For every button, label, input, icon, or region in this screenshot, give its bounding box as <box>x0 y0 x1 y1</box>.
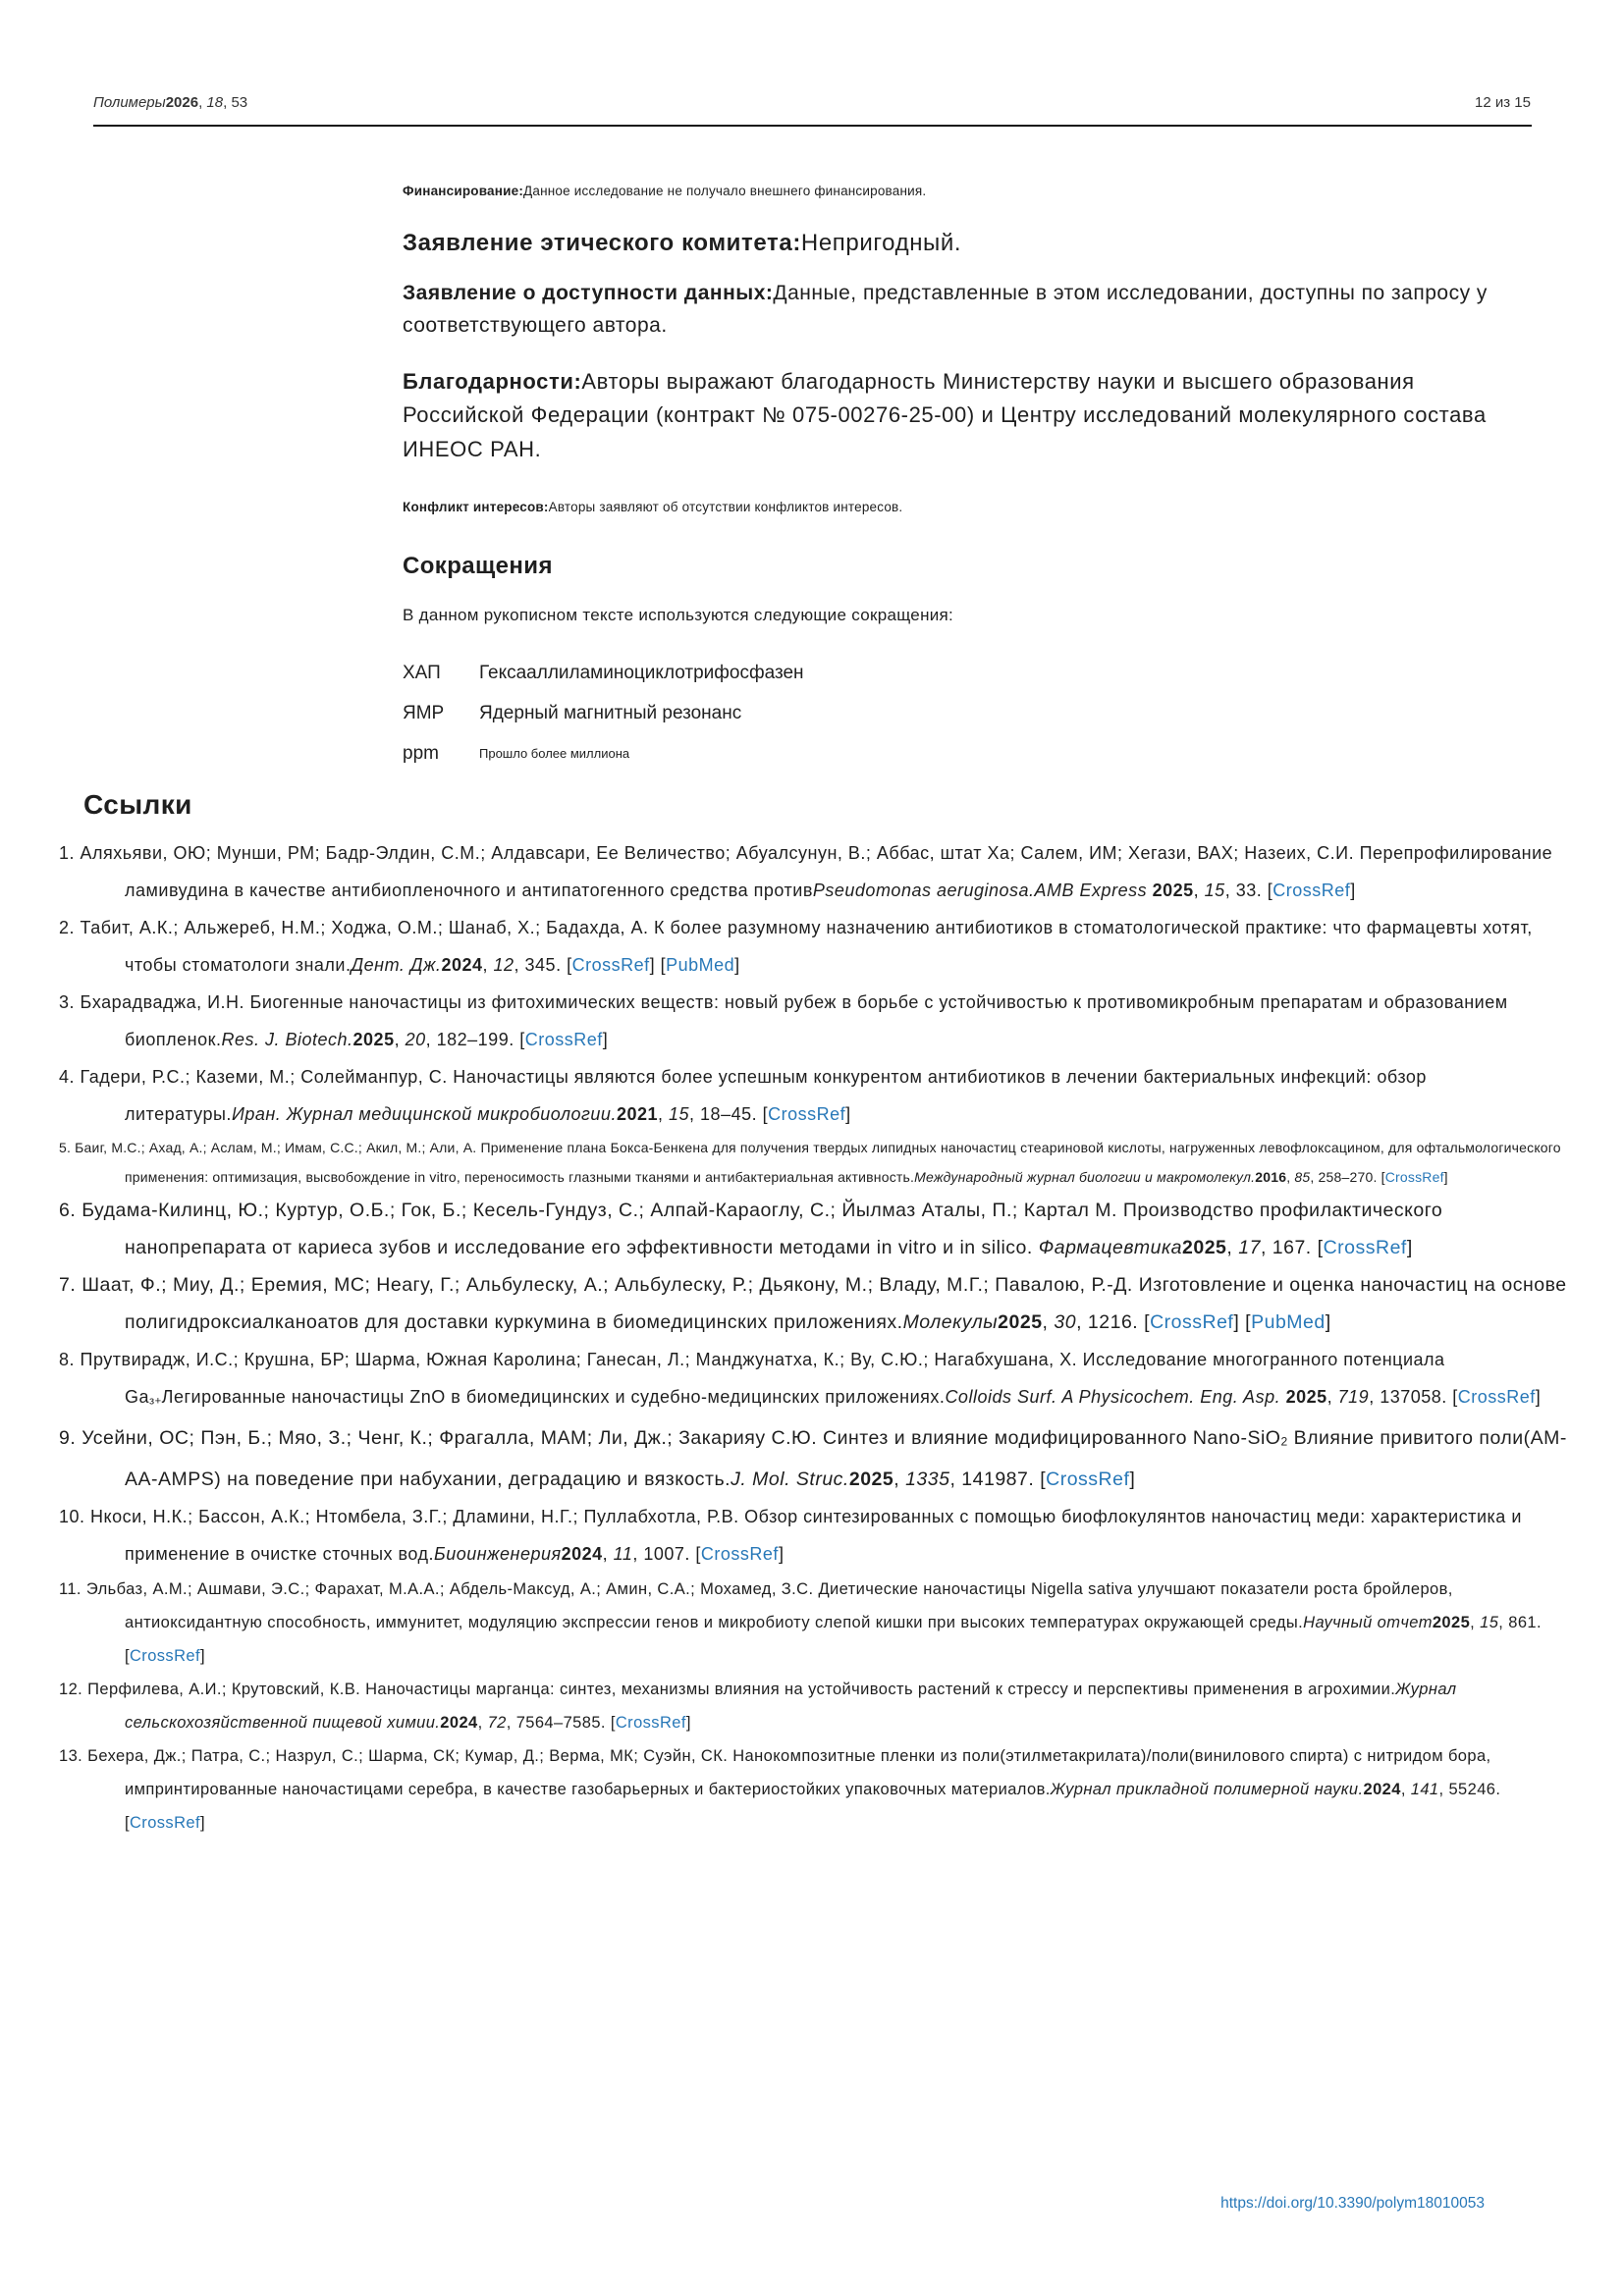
doi-link[interactable]: https://doi.org/10.3390/polym18010053 <box>1220 2195 1485 2212</box>
ethics-statement <box>403 227 1542 261</box>
crossref-link[interactable]: CrossRef <box>1272 880 1351 900</box>
text-segment: , <box>482 954 494 975</box>
conflicts-statement <box>403 498 1542 517</box>
reference-item <box>59 1192 1571 1266</box>
text-segment: Журнал прикладной полимерной науки. <box>1050 1780 1364 1798</box>
references-section <box>59 789 1571 1840</box>
funding-statement <box>403 182 1542 201</box>
text-segment: Влияние привитого поли(АМ-АА-AMPS) на поведение при набухании, деградацию и вязкость. <box>125 1427 1567 1490</box>
reference-number: 12. <box>59 1680 88 1698</box>
text-segment: Международный журнал биологии и макромолекул. <box>914 1168 1256 1185</box>
text-segment: , 182–199. [ <box>425 1029 525 1049</box>
text-segment: , 1216. [ <box>1076 1310 1151 1333</box>
text-segment: 2025 <box>848 1468 894 1490</box>
reference-item <box>59 1058 1571 1133</box>
text-segment: 15 <box>1204 880 1225 900</box>
text-segment: 2025 <box>1152 880 1194 900</box>
ethics-label: Заявление этического комитета: <box>403 230 801 257</box>
text-segment: , <box>1042 1310 1055 1333</box>
text-segment: 20 <box>405 1029 426 1049</box>
text-segment: Бхарадваджа, И.Н. Биогенные наночастицы из фитохимических веществ: новый рубеж в борьбе с устойчивостью к противомикробным препаратам и образованием биопленок. <box>80 991 1508 1049</box>
reference-item <box>59 909 1571 984</box>
text-segment: 2025 <box>352 1029 395 1049</box>
crossref-link[interactable]: CrossRef <box>700 1543 779 1564</box>
text-segment: ] <box>1325 1310 1331 1333</box>
text-segment: 1335 <box>905 1468 950 1490</box>
text-segment: Прутвирадж, И.С.; Крушна, БР; Шарма, Южная Каролина; Ганесан, Л.; Манджунатха, К.; Ву, С.Ю.; Нагабхушана, Х. Исследование многогранного потенциала Ga <box>80 1349 1445 1407</box>
text-segment: , <box>1286 1168 1295 1185</box>
text-segment: 2021 <box>616 1103 658 1124</box>
text-segment: , 7564–7585. [ <box>506 1713 616 1732</box>
text-segment: ] <box>199 1813 205 1832</box>
text-segment: Colloids Surf. A Physicochem. Eng. Asp. <box>945 1386 1281 1407</box>
text-segment: 2025 <box>1182 1236 1227 1258</box>
abbreviation-term: ЯМР <box>403 702 445 723</box>
text-segment: 2024 <box>561 1543 603 1564</box>
text-segment: Баиг, М.С.; Ахад, А.; Аслам, М.; Имам, С.С.; Акил, М.; Али, А. Применение плана Бокса-Бенкена для получения твердых липидных наночастиц стеариновой кислоты, нагруженных левофлоксацином, для офтальмологического применения: оптимизация, высвобождение in vitro, переносимость глазными тканями и антибактериальная активность. <box>75 1139 1561 1185</box>
crossref-link[interactable]: CrossRef <box>1046 1468 1130 1490</box>
pubmed-link[interactable]: PubMed <box>666 954 735 975</box>
journal-citation <box>93 94 247 111</box>
text-segment: , <box>602 1543 614 1564</box>
text-segment: , 345. [ <box>514 954 572 975</box>
text-segment: , 861. [ <box>125 1613 1542 1665</box>
text-segment: Аляхьяви, ОЮ; Мунши, РМ; Бадр-Элдин, С.М.; Алдавсари, Ее Величество; Абуалсунун, В.; Аббас, штат Ха; Салем, ИМ; Хегази, ВАХ; Назеих, С.И. Перепрофилирование ламивудина в качестве антибиопленочного и антипатогенного средства против <box>80 842 1553 900</box>
text-segment: , <box>1226 1236 1239 1258</box>
text-segment: ] [ <box>1233 1310 1252 1333</box>
abbreviations-heading: Сокращения <box>403 552 553 579</box>
text-segment: , 141987. [ <box>949 1468 1047 1490</box>
text-segment: , <box>394 1029 406 1049</box>
text-segment: Фармацевтика <box>1038 1236 1182 1258</box>
text-segment: , <box>1400 1780 1411 1798</box>
abbreviations-section <box>403 553 1542 774</box>
text-segment: Журнал сельскохозяйственной пищевой химии. <box>125 1680 1457 1732</box>
text-segment: Молекулы <box>902 1310 999 1333</box>
text-segment: ] <box>845 1103 851 1124</box>
abbreviations-table <box>403 653 1542 774</box>
text-segment: 12 <box>493 954 514 975</box>
reference-number: 10. <box>59 1506 91 1526</box>
abbreviations-intro: В данном рукописном тексте используются следующие сокращения: <box>403 605 954 624</box>
reference-number: 8. <box>59 1349 81 1369</box>
data-availability-label: Заявление о доступности данных: <box>403 282 774 305</box>
text-segment: 2026 <box>165 94 199 111</box>
conflicts-label: Конфликт интересов: <box>403 499 549 514</box>
reference-number: 2. <box>59 917 81 937</box>
reference-item <box>59 1266 1571 1341</box>
abbreviation-term: ppm <box>403 742 439 764</box>
header-divider <box>93 125 1532 127</box>
text-segment: 30 <box>1054 1310 1077 1333</box>
acknowledgments-label: Благодарности: <box>403 369 582 395</box>
text-segment: , <box>893 1468 906 1490</box>
text-segment: 2024 <box>441 954 483 975</box>
text-segment: 2016 <box>1255 1168 1287 1185</box>
page-indicator: 12 из 15 <box>1475 94 1531 111</box>
funding-label: Финансирование: <box>403 184 524 198</box>
reference-number: 13. <box>59 1746 88 1765</box>
text-segment: ] <box>1406 1236 1413 1258</box>
text-segment: 2024 <box>440 1713 478 1732</box>
text-segment: , 33. [ <box>1224 880 1273 900</box>
text-segment: 15 <box>1480 1613 1499 1631</box>
crossref-link[interactable]: CrossRef <box>615 1713 686 1732</box>
crossref-link[interactable]: CrossRef <box>571 954 650 975</box>
text-segment: AMB Express <box>1034 880 1148 900</box>
text-segment: з+ <box>149 1395 162 1408</box>
text-segment: ] <box>199 1646 205 1665</box>
text-segment: , 55246. [ <box>125 1780 1501 1832</box>
funding-text: Данное исследование не получало внешнего финансирования. <box>523 184 927 198</box>
reference-number: 3. <box>59 991 81 1012</box>
text-segment: , 258–270. [ <box>1310 1168 1385 1185</box>
text-segment: 2025 <box>1285 1386 1327 1407</box>
reference-item <box>59 1419 1571 1497</box>
crossref-link[interactable]: CrossRef <box>129 1813 200 1832</box>
reference-number: 9. <box>59 1427 82 1450</box>
crossref-link[interactable]: CrossRef <box>129 1646 200 1665</box>
abbreviation-definition: Ядерный магнитный резонанс <box>479 702 742 723</box>
text-segment: Эльбаз, А.М.; Ашмави, Э.С.; Фарахат, М.А.А.; Абдель-Максуд, А.; Амин, С.А.; Мохамед, З.С. Диетические наночастицы Nigella sativa улучшают показатели роста бройлеров, антиоксидантную способность, иммунитет, модуляцию экспрессии генов и микробиоту слепой кишки при высоких температурах окружающей среды. <box>85 1579 1453 1631</box>
reference-number: 6. <box>59 1199 82 1221</box>
text-segment: , <box>1470 1613 1481 1631</box>
text-segment: Дент. Дж. <box>351 954 442 975</box>
text-segment: , <box>198 94 207 111</box>
text-segment: Усейни, ОС; Пэн, Б.; Мяо, З.; Ченг, К.; Фрагалла, МАМ; Ли, Дж.; Закарияу С.Ю. Синтез и влияние модифицированного Nano-SiO <box>81 1427 1281 1450</box>
crossref-link[interactable]: CrossRef <box>1150 1310 1234 1333</box>
text-segment: ] <box>734 954 740 975</box>
text-segment: Полимеры <box>93 94 166 111</box>
text-segment: , <box>658 1103 670 1124</box>
text-segment: ] <box>1535 1386 1542 1407</box>
text-segment: Нкоси, Н.К.; Бассон, А.К.; Нтомбела, З.Г.; Дламини, Н.Г.; Пуллабхотла, Р.В. Обзор синтезированных с помощью биофлокулянтов наночастиц меди: характеристика и применение в очистке сточных вод. <box>90 1506 1522 1564</box>
text-segment: , 53 <box>223 94 248 111</box>
reference-number: 1. <box>59 842 81 863</box>
reference-item <box>59 834 1571 909</box>
acknowledgments-statement <box>403 365 1542 465</box>
crossref-link[interactable]: CrossRef <box>1323 1236 1407 1258</box>
abbreviation-definition: Гексааллиламиноциклотрифосфазен <box>479 662 804 683</box>
text-segment: Табит, А.К.; Альжереб, Н.М.; Ходжа, О.М.; Шанаб, Х.; Бадахда, А. К более разумному назначению антибиотиков в стоматологической практике: что фармацевты хотят, чтобы стоматологи знали. <box>80 917 1533 975</box>
text-segment: , <box>1193 880 1205 900</box>
pubmed-link[interactable]: PubMed <box>1251 1310 1326 1333</box>
page-header <box>0 0 1624 111</box>
text-segment: Биоинженерия <box>434 1543 562 1564</box>
text-segment: Шаат, Ф.; Миу, Д.; Еремия, МС; Неагу, Г.; Альбулеску, А.; Альбулеску, Р.; Дьякону, М.; Владу, М.Г.; Павалою, Р.-Д. Изготовление и оценка наночастиц на основе полигидроксиалканоатов для доставки куркумина в биомедицинских приложениях. <box>81 1273 1567 1333</box>
crossref-link[interactable]: CrossRef <box>524 1029 603 1049</box>
text-segment: Легированные наночастицы ZnO в биомедицинских и судебно-медицинских приложениях. <box>161 1386 946 1407</box>
reference-number: 11. <box>59 1579 86 1598</box>
text-segment: 2025 <box>1432 1613 1471 1631</box>
text-segment: 11 <box>613 1543 633 1564</box>
text-segment: 15 <box>669 1103 690 1124</box>
text-segment: ] <box>685 1713 691 1732</box>
conflicts-text: Авторы заявляют об отсутствии конфликтов интересов. <box>548 499 903 514</box>
text-segment: Перфилева, А.И.; Крутовский, К.В. Наночастицы марганца: синтез, механизмы влияния на устойчивость растений к стрессу и перспективы применения в агрохимии. <box>87 1680 1396 1698</box>
text-segment: 719 <box>1337 1386 1370 1407</box>
reference-item <box>59 1673 1571 1739</box>
text-segment: ] <box>1350 880 1356 900</box>
data-availability-text: Данные, представленные в этом исследовании, доступны по запросу у соответствующего автора. <box>403 282 1488 338</box>
reference-item <box>59 1498 1571 1573</box>
text-segment: Бехера, Дж.; Патра, С.; Назрул, С.; Шарма, СК; Кумар, Д.; Верма, МК; Суэйн, СК. Нанокомпозитные пленки из поли(этилметакрилата)/поли(винилового спирта) с нитридом бора, импринтированные наночастицами серебра, в качестве газобарьерных и бактериостойких упаковочных материалов. <box>87 1746 1491 1798</box>
text-segment: 2 <box>1280 1434 1288 1449</box>
references-heading: Ссылки <box>83 788 192 820</box>
text-segment: ] <box>1443 1168 1448 1185</box>
text-segment: 141 <box>1410 1780 1439 1798</box>
crossref-link[interactable]: CrossRef <box>768 1103 846 1124</box>
reference-number: 5. <box>59 1139 76 1155</box>
text-segment: Будама-Килинц, Ю.; Куртур, О.Б.; Гок, Б.; Кесель-Гундуз, С.; Алпай-Караоглу, С.; Йылмаз Аталы, П.; Картал М. Производство профилактического нанопрепарата от кариеса зубов и исследование его эффективности методами in vitro и in silico. <box>81 1199 1443 1258</box>
text-segment: Res. J. Biotech. <box>221 1029 353 1049</box>
text-segment: Pseudomonas aeruginosa. <box>812 880 1035 900</box>
reference-item <box>59 1341 1571 1419</box>
text-segment: Гадери, Р.С.; Каземи, М.; Солейманпур, С. Наночастицы являются более успешным конкурентом антибиотиков в лечении бактериальных инфекций: обзор литературы. <box>80 1066 1427 1124</box>
text-segment: J. Mol. Struc. <box>731 1468 849 1490</box>
text-segment: , 18–45. [ <box>689 1103 769 1124</box>
reference-item <box>59 1133 1571 1192</box>
abbreviation-row <box>403 653 1542 693</box>
reference-number: 7. <box>59 1273 82 1296</box>
abbreviation-row <box>403 733 1542 774</box>
text-segment: , 1007. [ <box>632 1543 701 1564</box>
text-segment: Научный отчет <box>1303 1613 1433 1631</box>
crossref-link[interactable]: CrossRef <box>1457 1386 1536 1407</box>
text-segment: 2025 <box>998 1310 1043 1333</box>
reference-item <box>59 984 1571 1058</box>
text-segment: 18 <box>206 94 224 111</box>
text-segment: 17 <box>1238 1236 1261 1258</box>
text-segment: , 167. [ <box>1260 1236 1324 1258</box>
reference-item <box>59 1573 1571 1673</box>
acknowledgments-text: Авторы выражают благодарность Министерству науки и высшего образования Российской Федерации (контракт № 075-00276-25-00) и Центру исследований молекулярного состава ИНЕОС РАН. <box>403 369 1487 461</box>
crossref-link[interactable]: CrossRef <box>1384 1168 1444 1185</box>
abbreviation-definition: Прошло более миллиона <box>479 745 630 761</box>
text-segment: , 137058. [ <box>1369 1386 1458 1407</box>
reference-number: 4. <box>59 1066 81 1087</box>
text-segment: , <box>477 1713 488 1732</box>
text-segment: ] [ <box>649 954 667 975</box>
data-availability-statement <box>403 277 1542 342</box>
text-segment: , <box>1326 1386 1338 1407</box>
text-segment: ] <box>1129 1468 1136 1490</box>
reference-item <box>59 1739 1571 1840</box>
abbreviation-row <box>403 693 1542 733</box>
ethics-text: Непригодный. <box>800 230 962 257</box>
abbreviation-term: ХАП <box>403 662 441 683</box>
text-segment: ] <box>778 1543 785 1564</box>
text-segment: 2024 <box>1363 1780 1401 1798</box>
references-list <box>59 834 1571 1840</box>
text-segment: 72 <box>487 1713 507 1732</box>
text-segment: Иран. Журнал медицинской микробиологии. <box>231 1103 617 1124</box>
back-matter-statements <box>403 182 1542 517</box>
text-segment: ] <box>602 1029 609 1049</box>
text-segment: 85 <box>1294 1168 1311 1185</box>
